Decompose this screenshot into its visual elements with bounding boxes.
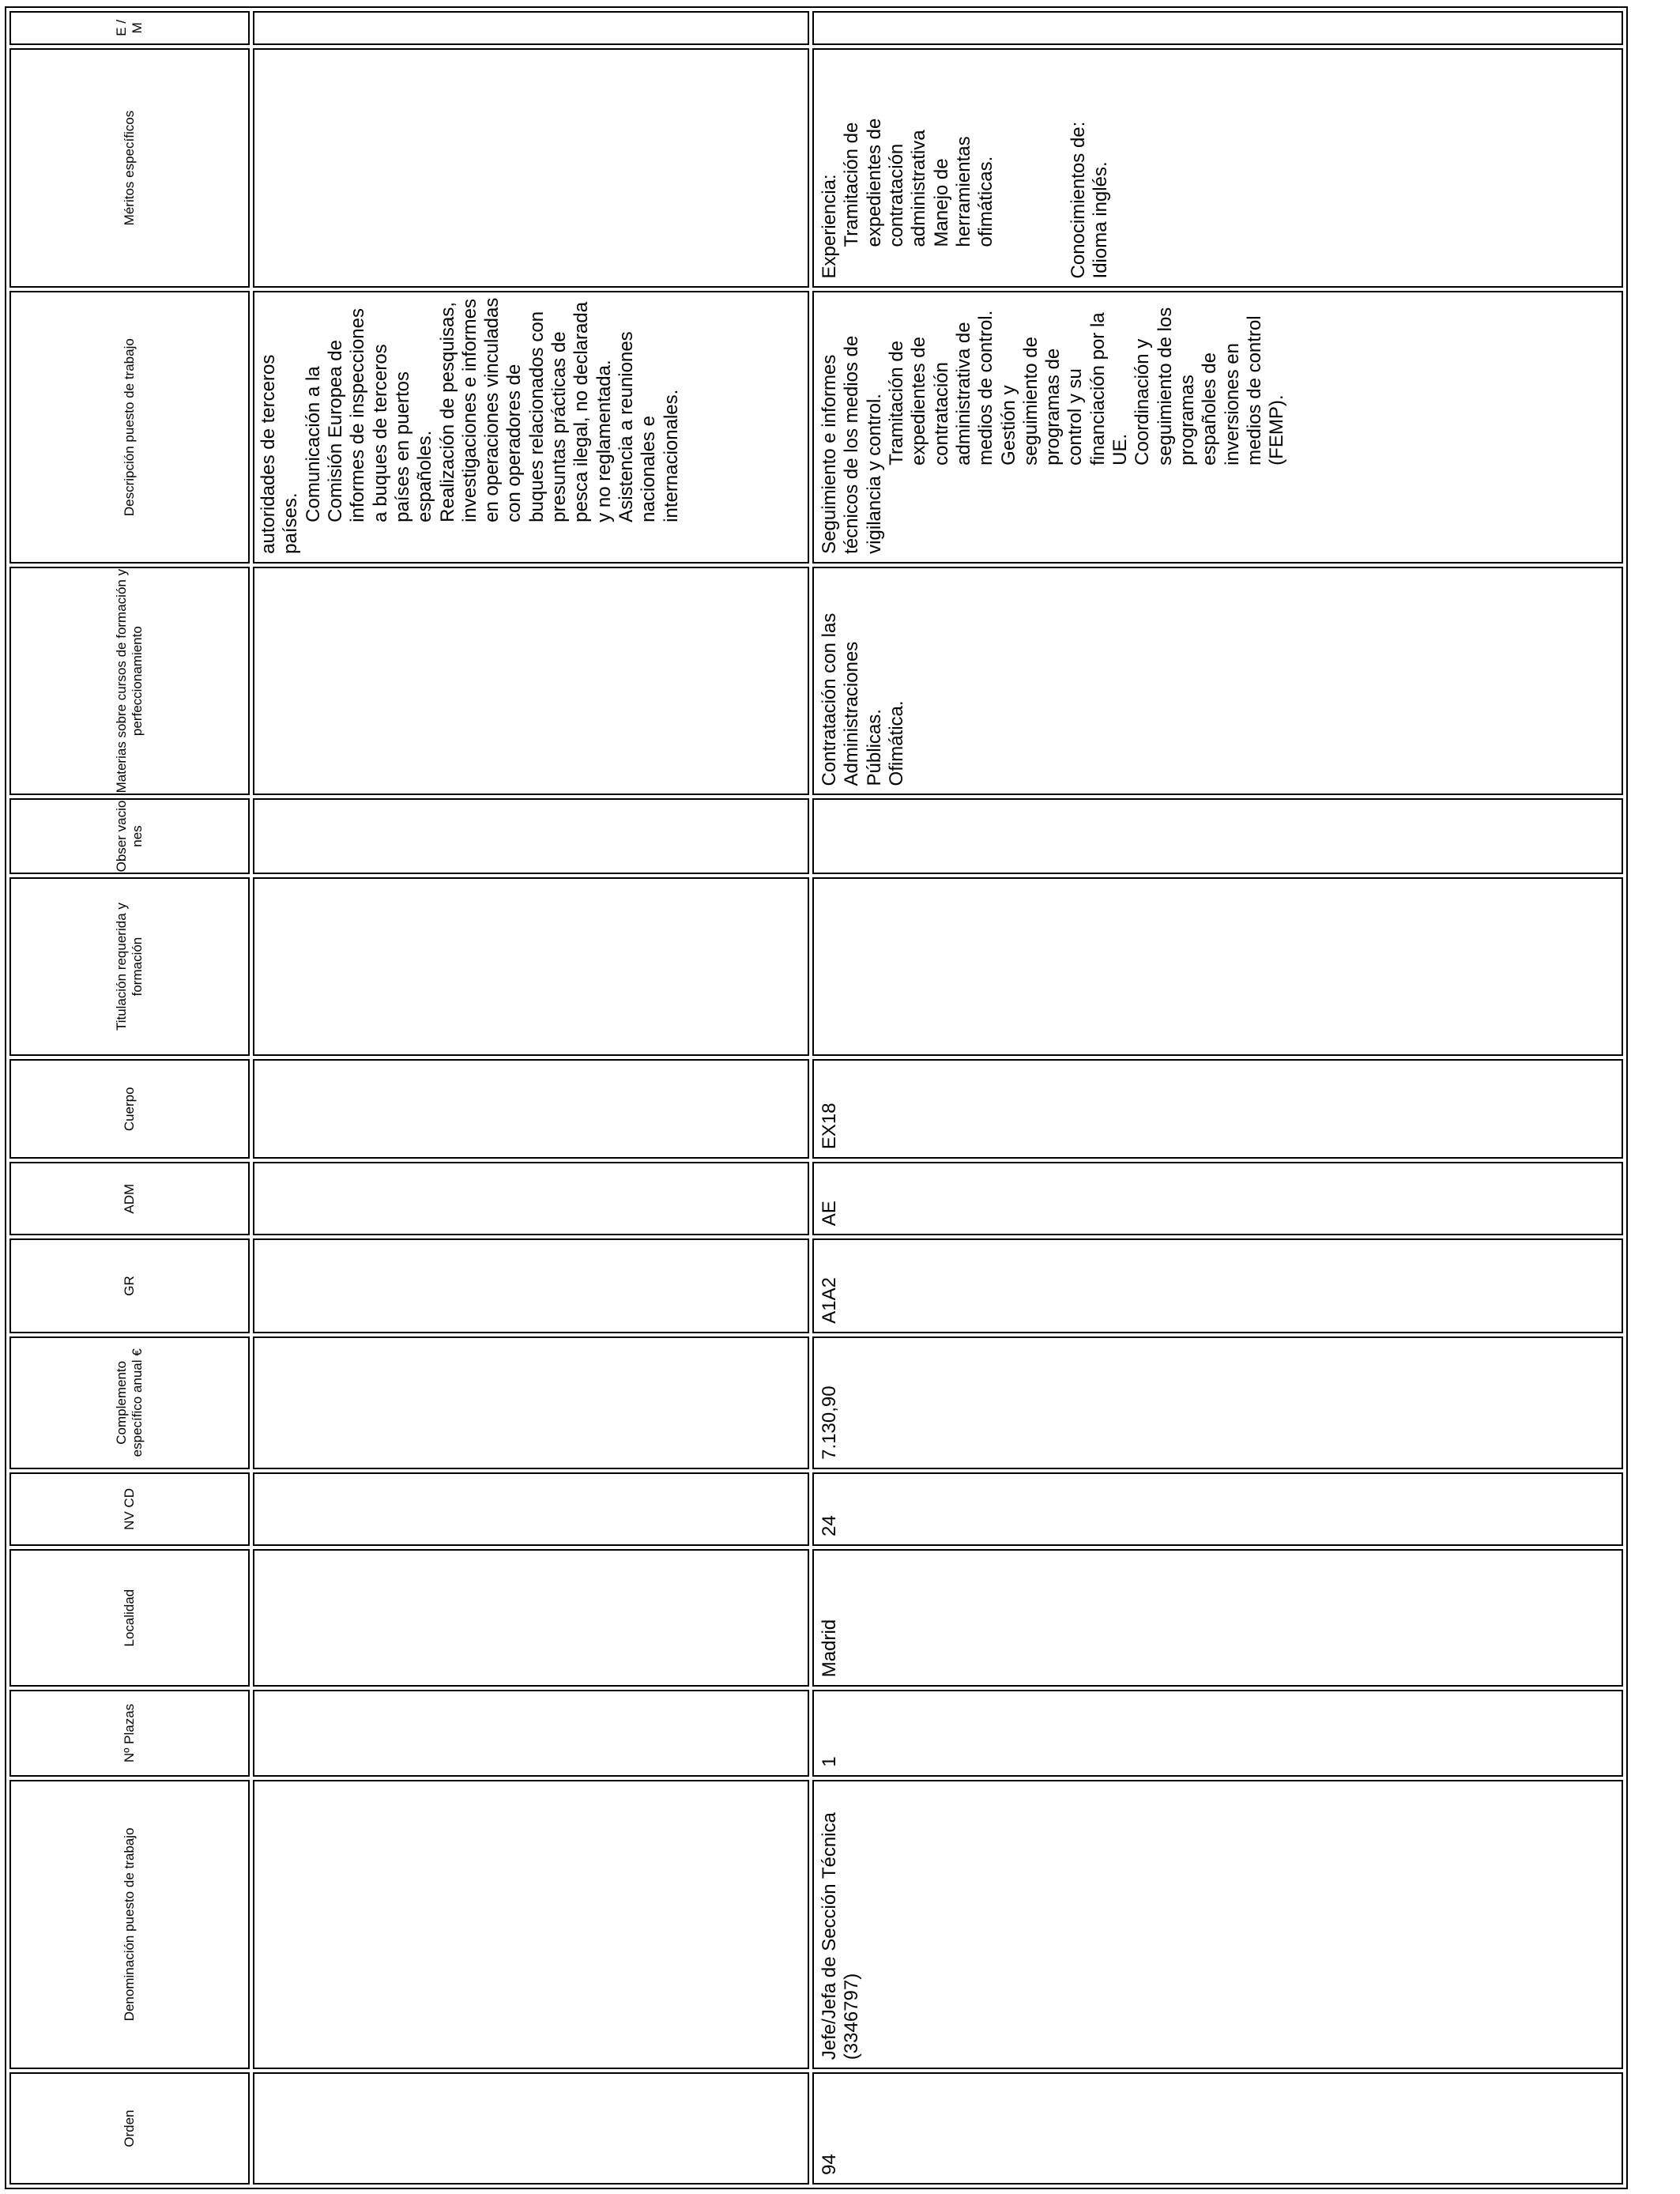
cont-adm-cell — [253, 1162, 809, 1235]
localidad-value: Madrid — [819, 1619, 840, 1678]
cuerpo-value: EX18 — [819, 1103, 840, 1150]
header-row — [9, 11, 250, 2185]
denominacion-cell — [812, 1780, 1623, 2070]
meritos-cell — [812, 48, 1623, 288]
meritos-spacer — [998, 55, 1068, 279]
complemento-value: 7.130,90 — [819, 1385, 840, 1460]
adm-cell — [812, 1162, 1623, 1235]
table-row — [812, 11, 1623, 2185]
materias-item: Ofimática. — [885, 700, 907, 786]
localidad-cell — [812, 1549, 1623, 1687]
header-complemento: Complemento específico anual € — [9, 1336, 250, 1469]
meritos-conocimientos-item: Idioma inglés. — [1089, 161, 1111, 279]
cont-descripcion-item: Realización de pesquisas, investigaciones e informes en operaciones vinculadas con operadores de buques relacionados con presuntas prácticas de pesca ilegal, no declarada y no reglamentada. — [436, 297, 615, 522]
cont-descripcion-item: autoridades de terceros países. — [258, 354, 302, 554]
cont-materias-cell — [253, 567, 809, 796]
cont-plazas-cell — [253, 1690, 809, 1776]
observaciones-value — [814, 800, 819, 872]
header-observaciones: Obser vacio nes — [9, 798, 250, 873]
header-denominacion: Denominación puesto de trabajo — [9, 1780, 250, 2070]
materias-list — [814, 568, 908, 794]
grupo-cell — [812, 1238, 1623, 1333]
cont-observaciones-cell — [253, 798, 809, 873]
cuerpo-cell — [812, 1060, 1623, 1159]
continuation-row — [253, 11, 809, 2185]
meritos-conocimientos-label: Conocimientos de: — [1067, 121, 1089, 279]
descripcion-list — [814, 292, 1289, 561]
titulacion-value — [814, 879, 819, 1055]
descripcion-item: Seguimiento e informes técnicos de los medios de vigilancia y control. — [819, 335, 885, 554]
job-positions-table — [5, 6, 1628, 2189]
plazas-value: 1 — [819, 1756, 840, 1767]
cont-em-cell — [253, 11, 809, 45]
denominacion-value: Jefe/Jefa de Sección Técnica (3346797) — [819, 1812, 863, 2060]
meritos-experiencia-item: Tramitación de expedientes de contratación administrativa — [841, 118, 930, 247]
header-titulacion: Titulación requerida y formación — [9, 877, 250, 1057]
nivel-value: 24 — [819, 1515, 840, 1537]
header-adm: ADM — [9, 1162, 250, 1235]
em-value — [814, 13, 819, 43]
orden-value: 94 — [819, 2154, 840, 2175]
header-em: E / M — [9, 11, 250, 45]
cont-descripcion-cell — [253, 291, 809, 563]
plazas-cell — [812, 1690, 1623, 1776]
descripcion-cell — [812, 291, 1623, 563]
meritos-experiencia-item: Manejo de herramientas ofimáticas. — [930, 136, 997, 247]
observaciones-cell — [812, 798, 1623, 873]
cont-descripcion-item: Asistencia a reuniones nacionales e internacionales. — [616, 331, 682, 522]
materias-cell — [812, 567, 1623, 796]
header-meritos: Méritos específicos — [9, 48, 250, 288]
cont-localidad-cell — [253, 1549, 809, 1687]
descripcion-item: Coordinación y seguimiento de los programas españoles de inversiones en medios de control (FEMP). — [1132, 307, 1288, 466]
cont-descripcion-list — [254, 292, 683, 561]
header-materias: Materias sobre cursos de formación y perfeccionamiento — [9, 567, 250, 796]
cont-complemento-cell — [253, 1336, 809, 1469]
cont-titulacion-cell — [253, 877, 809, 1057]
adm-value: AE — [819, 1201, 840, 1227]
header-descripcion: Descripción puesto de trabajo — [9, 291, 250, 563]
materias-item: Contratación con las Administraciones Públicas. — [819, 613, 885, 786]
descripcion-item: Gestión y seguimiento de programas de control y su financiación por la UE. — [997, 312, 1132, 466]
header-nivel: NV CD — [9, 1472, 250, 1546]
orden-cell — [812, 2072, 1623, 2185]
cont-nivel-cell — [253, 1472, 809, 1546]
complemento-cell — [812, 1336, 1623, 1469]
nivel-cell — [812, 1472, 1623, 1546]
titulacion-cell — [812, 877, 1623, 1057]
cont-meritos-cell — [253, 48, 809, 288]
meritos-content — [814, 50, 1112, 287]
cont-cuerpo-cell — [253, 1060, 809, 1159]
cont-orden-cell — [253, 2072, 809, 2185]
cont-descripcion-item: Comunicación a la Comisión Europea de informes de inspecciones a buques de terceros países en puertos españoles. — [302, 308, 436, 522]
header-plazas: Nº Plazas — [9, 1690, 250, 1776]
header-localidad: Localidad — [9, 1549, 250, 1687]
header-orden: Orden — [9, 2072, 250, 2185]
em-cell — [812, 11, 1623, 45]
cont-denominacion-cell — [253, 1780, 809, 2070]
meritos-experiencia-label: Experiencia: — [819, 174, 840, 279]
descripcion-item: Tramitación de expedientes de contratación administrativa de medios de control. — [885, 310, 997, 466]
grupo-value: A1A2 — [819, 1277, 840, 1324]
header-grupo: GR — [9, 1238, 250, 1333]
header-cuerpo: Cuerpo — [9, 1060, 250, 1159]
cont-grupo-cell — [253, 1238, 809, 1333]
